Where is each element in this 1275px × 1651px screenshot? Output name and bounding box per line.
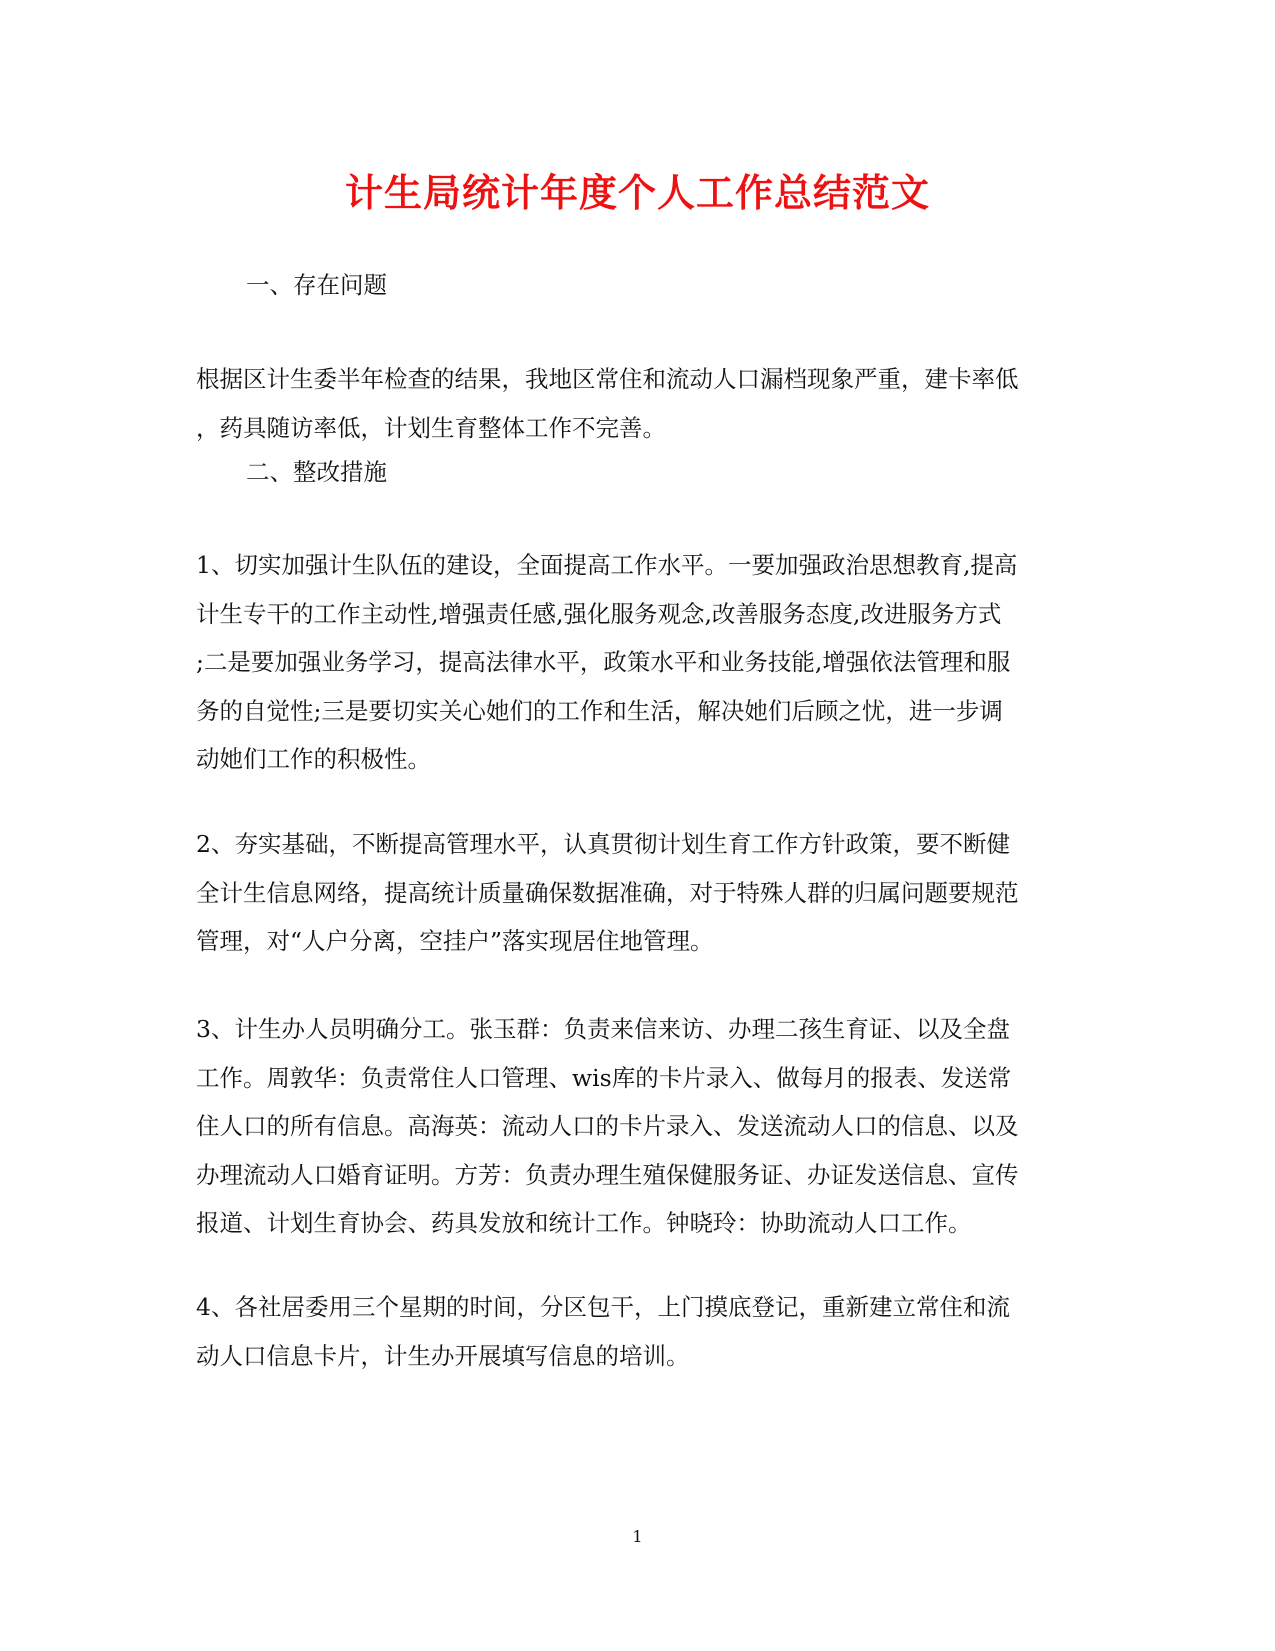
list-item-1 — [196, 541, 1076, 784]
paragraph-line: 4、各社居委用三个星期的时间，分区包干，上门摸底登记，重新建立常住和流 — [196, 1293, 1010, 1321]
paragraph-line: ，药具随访率低，计划生育整体工作不完善。 — [196, 413, 666, 442]
paragraph-line: 1、切实加强计生队伍的建设，全面提高工作水平。一要加强政治思想教育,提高 — [196, 551, 1018, 579]
paragraph-line: 根据区计生委半年检查的结果，我地区常住和流动人口漏档现象严重，建卡率低 — [196, 365, 1019, 393]
paragraph-line: 计生专干的工作主动性,增强责任感,强化服务观念,改善服务态度,改进服务方式 — [196, 599, 1002, 628]
paragraph-line: 报道、计划生育协会、药具发放和统计工作。钟晓玲：协助流动人口工作。 — [196, 1209, 972, 1237]
section-heading-problems: 一、存在问题 — [246, 271, 387, 299]
paragraph-line: 3、计生办人员明确分工。张玉群：负责来信来访、办理二孩生育证、以及全盘 — [196, 1015, 1010, 1043]
paragraph-line: 动人口信息卡片，计生办开展填写信息的培训。 — [196, 1341, 690, 1370]
paragraph-line: 管理，对“人户分离，空挂户”落实现居住地管理。 — [196, 927, 714, 955]
paragraph-line: 2、夯实基础，不断提高管理水平，认真贯彻计划生育工作方针政策，要不断健 — [196, 830, 1010, 858]
list-item-4 — [196, 1283, 1076, 1380]
list-item-2 — [196, 820, 1076, 966]
paragraph-line: 办理流动人口婚育证明。方芳：负责办理生殖保健服务证、办证发送信息、宣传 — [196, 1160, 1019, 1189]
paragraph-problems — [196, 355, 1076, 452]
paragraph-line: 务的自觉性;三是要切实关心她们的工作和生活，解决她们后顾之忧，进一步调 — [196, 696, 1003, 725]
paragraph-line: 工作。周敦华：负责常住人口管理、wis库的卡片录入、做每月的报表、发送常 — [196, 1063, 1012, 1092]
page-number: 1 — [632, 1527, 643, 1546]
paragraph-line: 动她们工作的积极性。 — [196, 745, 431, 773]
paragraph-line: 全计生信息网络，提高统计质量确保数据准确，对于特殊人群的归属问题要规范 — [196, 878, 1019, 907]
list-item-3 — [196, 1005, 1076, 1248]
paragraph-line: ;二是要加强业务学习，提高法律水平，政策水平和业务技能,增强依法管理和服 — [196, 648, 1011, 676]
document-title: 计生局统计年度个人工作总结范文 — [344, 170, 930, 215]
section-heading-measures: 二、整改措施 — [246, 458, 387, 486]
paragraph-line: 住人口的所有信息。高海英：流动人口的卡片录入、发送流动人口的信息、以及 — [196, 1112, 1019, 1140]
